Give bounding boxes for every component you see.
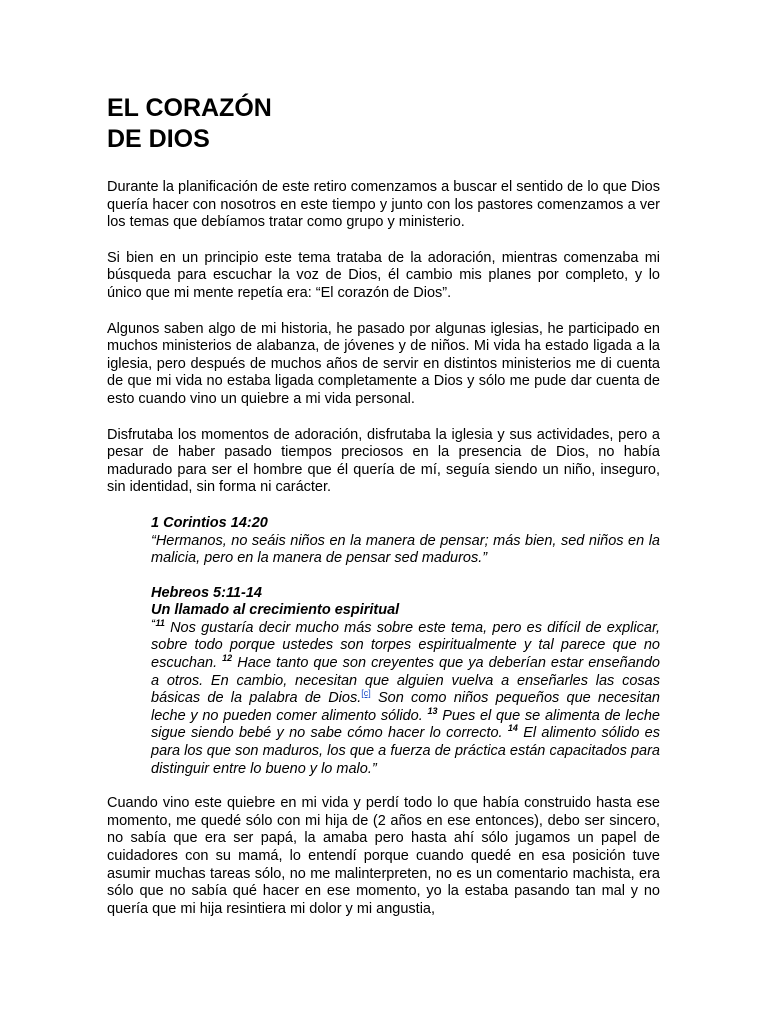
verse-text: Son como niños pequeños que necesitan leche y no pueden comer alimento sólido. [151,690,660,724]
paragraph-1: Durante la planificación de este retiro comenzamos a buscar el sentido de lo que Dios quería hacer con nosotros en este tiempo y junto con los pastores comenzamos a ver los temas que debíamos tratar como grupo y ministerio. [107,179,660,231]
scripture-reference: 1 Corintios 14:20 [151,514,268,531]
verse-number: 14 [507,723,518,734]
document-title [107,93,660,155]
scripture-quote-hebreos [151,585,660,779]
title-line-1: EL CORAZÓN [107,94,272,122]
verse-text: Pues el que se alimenta de leche sigue siendo bebé y no sabe cómo hacer lo correcto. [151,707,660,742]
footnote-link-text[interactable]: [c] [361,688,371,699]
scripture-body [151,620,660,777]
verse-number: 12 [222,653,233,664]
paragraph-5: Cuando vino este quiebre en mi vida y perdí todo lo que había construido hasta ese momento, me quedé sólo con mi hija de (2 años en ese entonces), debo ser sincero, no sabía que era ser papá, la amaba pero hasta ahí sólo jugamos un papel de cuidadores con su mamá, lo entendí porque cuando quedé en esa posición tuve asumir muchas tareas sólo, no me malinterpreten, no es un comentario machista, era sólo que no sabía qué hacer en ese momento, yo la estaba pasando tan mal y no quería que mi hija resintiera mi dolor y mi angustia, [107,795,660,917]
verse-number: 13 [427,706,438,717]
footnote-link[interactable] [361,688,371,698]
document-page [107,93,660,936]
scripture-text: “Hermanos, no seáis niños en la manera de pensar; más bien, sed niños en la malicia, pero en la manera de pensar sed maduros.” [151,532,660,567]
paragraph-4: Disfrutaba los momentos de adoración, disfrutaba la iglesia y sus actividades, pero a pesar de haber pasado tiempos preciosos en la presencia de Dios, no había madurado para ser el hombre que él quería de mí, seguía siendo un niño, inseguro, sin identidad, sin forma ni carácter. [107,426,660,496]
verse-text: Hace tanto que son creyentes que ya deberían estar enseñando a otros. En cambio, necesitan que alguien vuelva a enseñarles las cosas básicas de la palabra de Dios. [151,655,660,707]
paragraph-2: Si bien en un principio este tema trataba de la adoración, mientras comenzaba mi búsqueda para escuchar la voz de Dios, él cambio mis planes por completo, y lo único que mi mente repetía era: “El corazón de Dios”. [107,249,660,301]
open-quote-mark: “ [151,618,156,629]
paragraph-3: Algunos saben algo de mi historia, he pasado por algunas iglesias, he participado en muchos ministerios de alabanza, de jóvenes y de niños. Mi vida ha estado ligada a la iglesia, pero después de muchos años de servir en distintos ministerios me di cuenta de que mi vida no estaba ligada completamente a Dios y sólo me pude dar cuenta de esto cuando vino un quiebre a mi vida personal. [107,320,660,407]
title-line-2: DE DIOS [107,125,210,153]
scripture-heading: Un llamado al crecimiento espiritual [151,602,400,619]
verse-text: El alimento sólido es para los que son maduros, los que a fuerza de práctica están capacitados para distinguir entre lo bueno y lo malo.” [151,725,661,777]
verse-text: Nos gustaría decir mucho más sobre este tema, pero es difícil de explicar, sobre todo porque ustedes son torpes espiritualmente y tal parece que no escuchan. [151,619,660,672]
scripture-reference: Hebreos 5:11-14 [151,584,262,601]
scripture-quote-corintios [151,515,660,568]
verse-number: 11 [155,618,165,629]
